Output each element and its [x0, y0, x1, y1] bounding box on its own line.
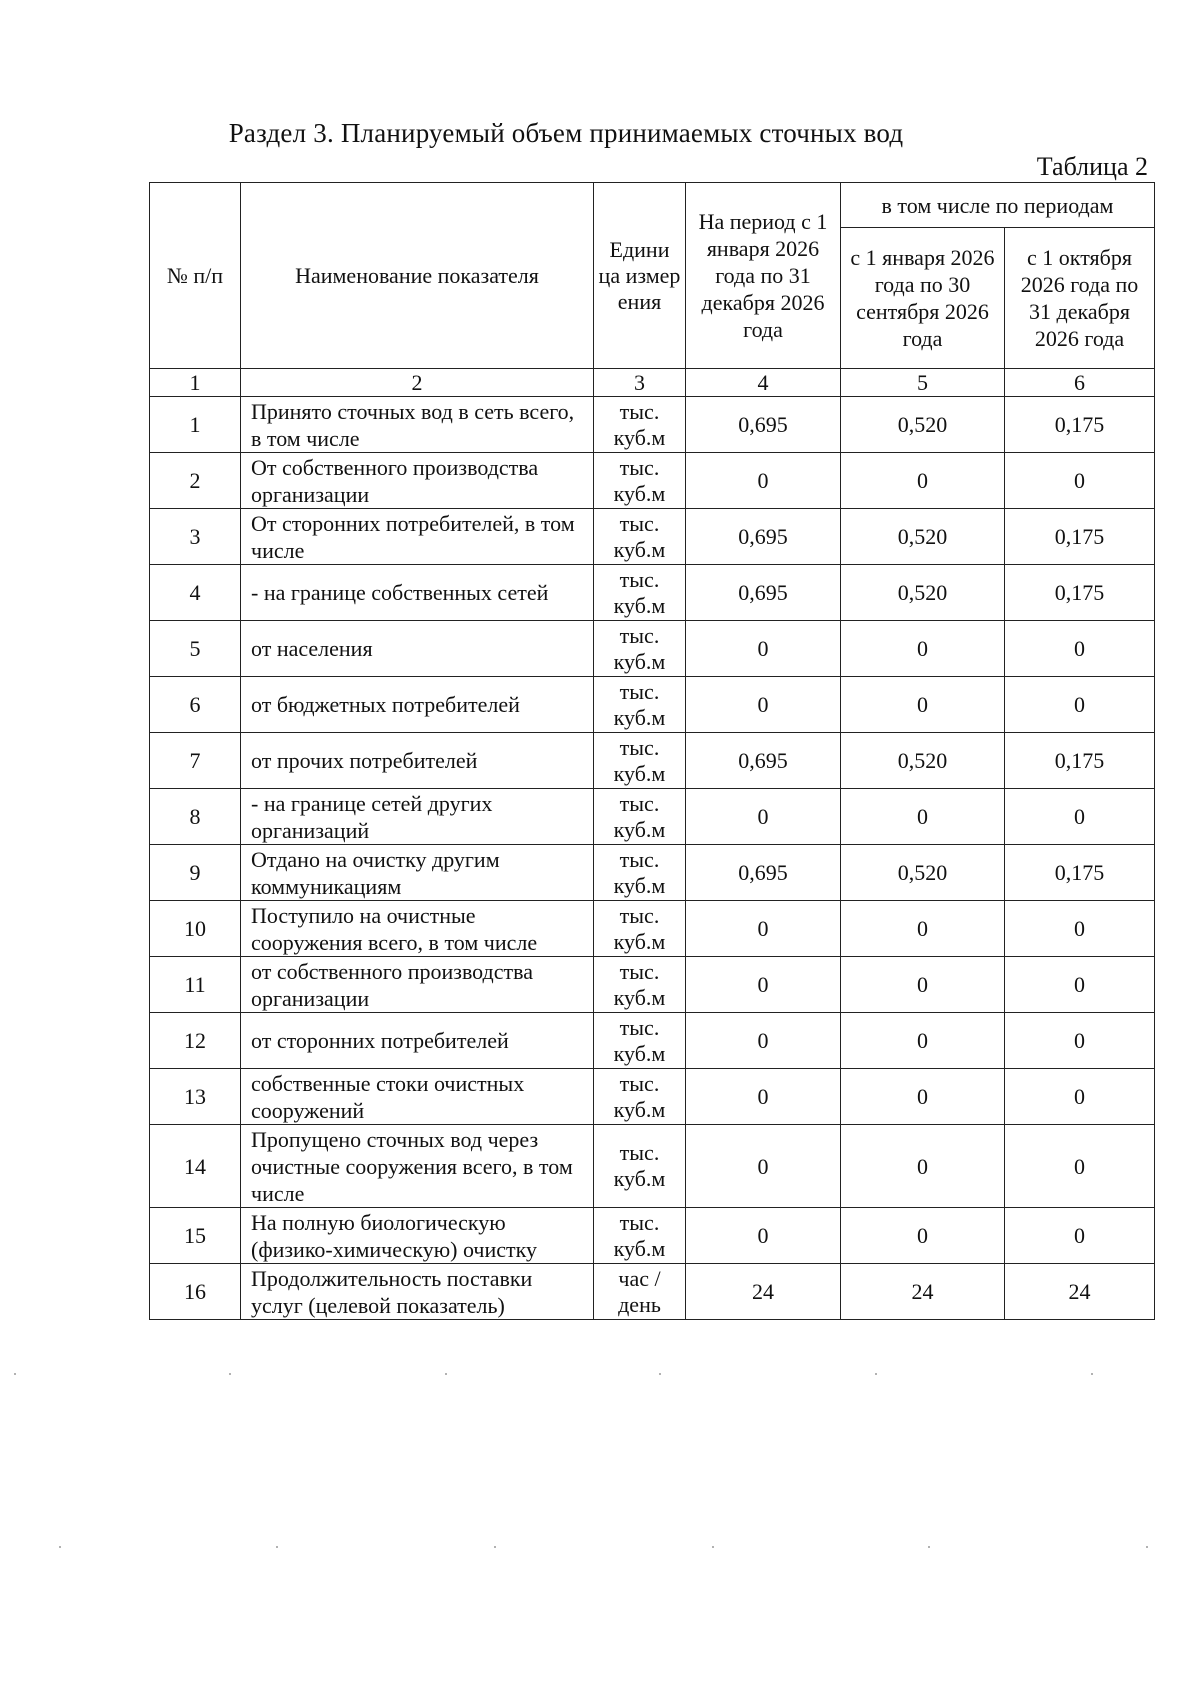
indicator-name: На полную биологическую (физико-химическую) очистку	[241, 1208, 594, 1264]
table-row	[150, 1125, 1155, 1208]
period-2-value: 0	[1005, 621, 1155, 677]
row-number: 15	[150, 1208, 241, 1264]
header-period-1: с 1 января 2026 года по 30 сентября 2026 года	[841, 228, 1005, 369]
total-value: 0,695	[686, 565, 841, 621]
total-value: 0	[686, 621, 841, 677]
indicator-name: Поступило на очистные сооружения всего, в том числе	[241, 901, 594, 957]
scan-artifact-line	[0, 1373, 1200, 1377]
period-2-value: 0	[1005, 677, 1155, 733]
scan-artifact-line	[0, 1546, 1200, 1550]
unit-cell: тыс. куб.м	[594, 733, 686, 789]
row-number: 9	[150, 845, 241, 901]
period-2-value: 0	[1005, 1013, 1155, 1069]
table-row	[150, 677, 1155, 733]
unit-cell: тыс. куб.м	[594, 453, 686, 509]
indicator-name: От сторонних потребителей, в том числе	[241, 509, 594, 565]
indicator-name: Принято сточных вод в сеть всего, в том числе	[241, 397, 594, 453]
unit-cell: тыс. куб.м	[594, 509, 686, 565]
row-number: 13	[150, 1069, 241, 1125]
total-value: 0	[686, 1125, 841, 1208]
header-unit: Едини ца измер ения	[594, 183, 686, 369]
period-2-value: 0,175	[1005, 397, 1155, 453]
total-value: 0	[686, 1013, 841, 1069]
header-name: Наименование показателя	[241, 183, 594, 369]
row-number: 11	[150, 957, 241, 1013]
total-value: 0,695	[686, 845, 841, 901]
period-2-value: 0	[1005, 453, 1155, 509]
row-number: 7	[150, 733, 241, 789]
row-number: 6	[150, 677, 241, 733]
unit-cell: тыс. куб.м	[594, 565, 686, 621]
column-number: 2	[241, 369, 594, 397]
table-row	[150, 901, 1155, 957]
period-1-value: 24	[841, 1264, 1005, 1320]
total-value: 0	[686, 1069, 841, 1125]
period-2-value: 0	[1005, 901, 1155, 957]
header-total-period: На период с 1 января 2026 года по 31 декабря 2026 года	[686, 183, 841, 369]
row-number: 14	[150, 1125, 241, 1208]
period-1-value: 0,520	[841, 733, 1005, 789]
header-period-2: с 1 октября 2026 года по 31 декабря 2026 года	[1005, 228, 1155, 369]
unit-cell: тыс. куб.м	[594, 1208, 686, 1264]
table-row	[150, 789, 1155, 845]
indicator-name: от сторонних потребителей	[241, 1013, 594, 1069]
total-value: 0	[686, 1208, 841, 1264]
header-periods-group: в том числе по периодам	[841, 183, 1155, 228]
period-1-value: 0	[841, 957, 1005, 1013]
indicator-name: от бюджетных потребителей	[241, 677, 594, 733]
table-row	[150, 733, 1155, 789]
total-value: 0,695	[686, 509, 841, 565]
period-1-value: 0,520	[841, 397, 1005, 453]
period-2-value: 0	[1005, 1125, 1155, 1208]
wastewater-volume-table	[149, 182, 1155, 1320]
table-row	[150, 957, 1155, 1013]
table-row	[150, 1013, 1155, 1069]
unit-cell: тыс. куб.м	[594, 1013, 686, 1069]
period-1-value: 0	[841, 901, 1005, 957]
indicator-name: от населения	[241, 621, 594, 677]
unit-cell: час /день	[594, 1264, 686, 1320]
indicator-name: от прочих потребителей	[241, 733, 594, 789]
unit-cell: тыс. куб.м	[594, 1069, 686, 1125]
period-2-value: 0	[1005, 957, 1155, 1013]
section-title	[0, 118, 1200, 149]
row-number: 4	[150, 565, 241, 621]
indicator-name: Отдано на очистку другим коммуникациям	[241, 845, 594, 901]
period-2-value: 0,175	[1005, 565, 1155, 621]
period-1-value: 0	[841, 1208, 1005, 1264]
unit-cell: тыс. куб.м	[594, 957, 686, 1013]
period-2-value: 0	[1005, 1069, 1155, 1125]
total-value: 24	[686, 1264, 841, 1320]
period-2-value: 24	[1005, 1264, 1155, 1320]
total-value: 0	[686, 957, 841, 1013]
period-1-value: 0	[841, 621, 1005, 677]
total-value: 0	[686, 677, 841, 733]
table-row	[150, 1208, 1155, 1264]
period-1-value: 0	[841, 789, 1005, 845]
period-1-value: 0	[841, 453, 1005, 509]
period-1-value: 0,520	[841, 845, 1005, 901]
row-number: 16	[150, 1264, 241, 1320]
unit-cell: тыс. куб.м	[594, 845, 686, 901]
column-numbers-row	[150, 369, 1155, 397]
total-value: 0	[686, 453, 841, 509]
indicator-name: от собственного производства организации	[241, 957, 594, 1013]
indicator-name: - на границе сетей других организаций	[241, 789, 594, 845]
unit-cell: тыс. куб.м	[594, 677, 686, 733]
unit-cell: тыс. куб.м	[594, 901, 686, 957]
period-2-value: 0	[1005, 1208, 1155, 1264]
table-row	[150, 397, 1155, 453]
column-number: 3	[594, 369, 686, 397]
column-number: 1	[150, 369, 241, 397]
period-1-value: 0	[841, 1125, 1005, 1208]
period-2-value: 0,175	[1005, 845, 1155, 901]
period-2-value: 0,175	[1005, 733, 1155, 789]
period-1-value: 0,520	[841, 565, 1005, 621]
table-row	[150, 1069, 1155, 1125]
total-value: 0,695	[686, 397, 841, 453]
header-num: № п/п	[150, 183, 241, 369]
indicator-name: собственные стоки очистных сооружений	[241, 1069, 594, 1125]
row-number: 2	[150, 453, 241, 509]
total-value: 0	[686, 789, 841, 845]
table-row	[150, 621, 1155, 677]
period-1-value: 0	[841, 677, 1005, 733]
unit-cell: тыс. куб.м	[594, 1125, 686, 1208]
unit-cell: тыс. куб.м	[594, 397, 686, 453]
total-value: 0,695	[686, 733, 841, 789]
indicator-name: Продолжительность поставки услуг (целевой показатель)	[241, 1264, 594, 1320]
unit-cell: тыс. куб.м	[594, 621, 686, 677]
table-row	[150, 845, 1155, 901]
table-row	[150, 509, 1155, 565]
indicator-name: От собственного производства организации	[241, 453, 594, 509]
section-title-text: Раздел 3. Планируемый объем принимаемых сточных вод	[228, 118, 904, 148]
total-value: 0	[686, 901, 841, 957]
period-2-value: 0	[1005, 789, 1155, 845]
table-row	[150, 1264, 1155, 1320]
period-1-value: 0,520	[841, 509, 1005, 565]
row-number: 8	[150, 789, 241, 845]
row-number: 10	[150, 901, 241, 957]
column-number: 4	[686, 369, 841, 397]
indicator-name: Пропущено сточных вод через очистные сооружения всего, в том числе	[241, 1125, 594, 1208]
row-number: 1	[150, 397, 241, 453]
row-number: 12	[150, 1013, 241, 1069]
table-row	[150, 565, 1155, 621]
row-number: 5	[150, 621, 241, 677]
column-number: 6	[1005, 369, 1155, 397]
unit-cell: тыс. куб.м	[594, 789, 686, 845]
table-row	[150, 453, 1155, 509]
period-1-value: 0	[841, 1069, 1005, 1125]
indicator-name: - на границе собственных сетей	[241, 565, 594, 621]
column-number: 5	[841, 369, 1005, 397]
table-caption: Таблица 2	[1036, 152, 1148, 181]
period-2-value: 0,175	[1005, 509, 1155, 565]
row-number: 3	[150, 509, 241, 565]
period-1-value: 0	[841, 1013, 1005, 1069]
